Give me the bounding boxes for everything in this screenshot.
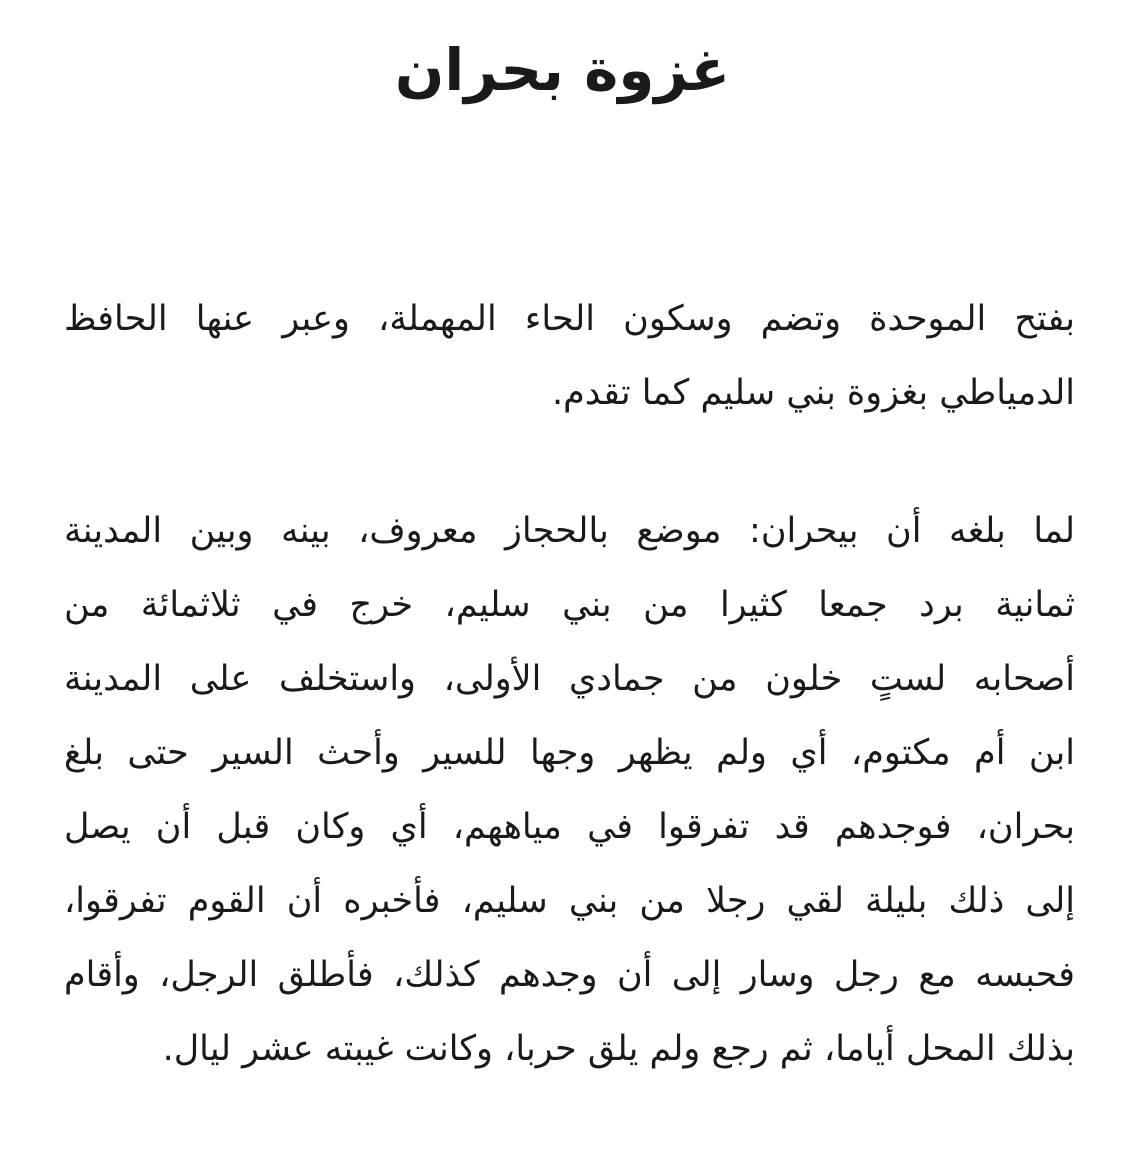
body-text <box>64 282 1075 1086</box>
text-line: الدمياطي بغزوة بني سليم كما تقدم. <box>552 373 1075 413</box>
text-line: بفتح الموحدة وتضم وسكون الحاء المهملة، وعبر عنها الحافظ <box>64 299 1075 339</box>
paragraph-spacer <box>64 430 1075 494</box>
text-line: إلى ذلك بليلة لقي رجلا من بني سليم، فأخبره أن القوم تفرقوا، <box>64 881 1075 921</box>
text-line: أصحابه لستٍ خلون من جمادي الأولى، واستخلف على المدينة <box>64 659 1075 699</box>
text-line: لما بلغه أن بيحران: موضع بالحجاز معروف، بينه وبين المدينة <box>64 511 1075 551</box>
text-line: بذلك المحل أياما، ثم رجع ولم يلق حربا، وكانت غيبته عشر ليال. <box>162 1029 1075 1069</box>
paragraph-2 <box>64 494 1075 1086</box>
text-line: ثمانية برد جمعا كثيرا من بني سليم، خرج في ثلاثمائة من <box>64 585 1075 625</box>
text-line: فحبسه مع رجل وسار إلى أن وجدهم كذلك، فأطلق الرجل، وأقام <box>64 955 1075 995</box>
paragraph-1 <box>64 282 1075 430</box>
page-title: غزوة بحران <box>394 36 731 104</box>
text-line: بحران، فوجدهم قد تفرقوا في مياههم، أي وكان قبل أن يصل <box>64 807 1075 847</box>
text-line: ابن أم مكتوم، أي ولم يظهر وجها للسير وأحث السير حتى بلغ <box>64 733 1075 773</box>
